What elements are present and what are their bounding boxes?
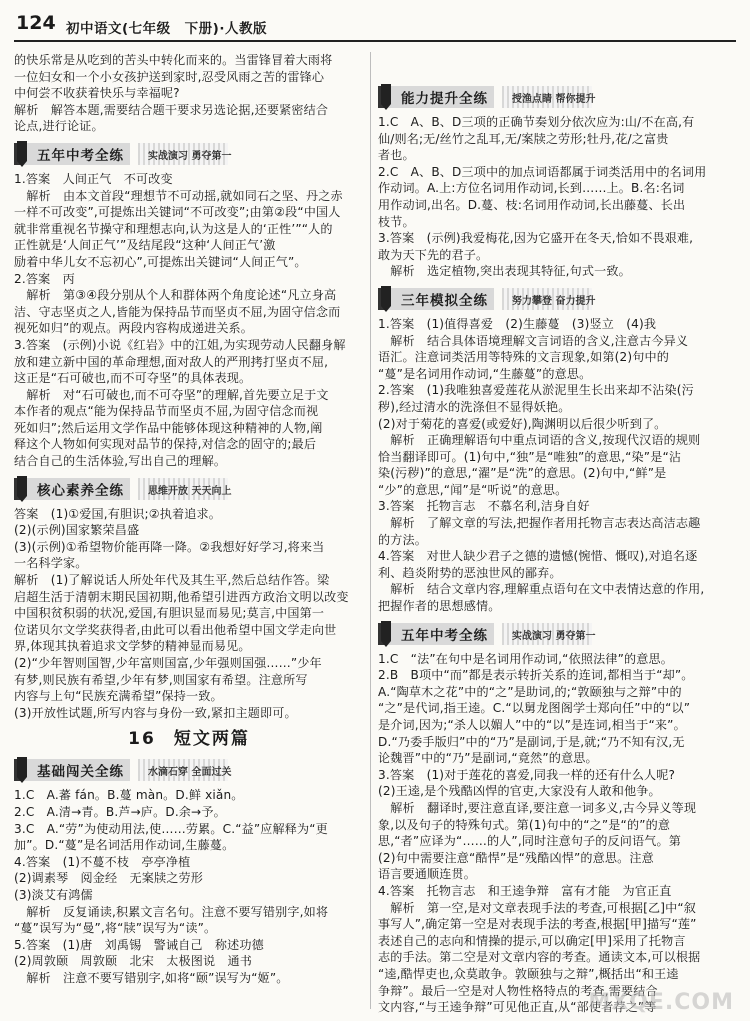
text-line: 1.C A.蕃 fán。B.蔓 màn。D.鲜 xiǎn。: [14, 788, 244, 803]
text-line: (2)句中需要注意“酷悍”是“残酷凶悍”的意思。注意: [378, 850, 654, 865]
text-line: 1.C “法”在句中是名词用作动词,“依照法律”的意思。: [378, 651, 673, 666]
text-line: 励着中华儿女不忘初心”,可提炼出关键词“人间正气”。: [14, 254, 307, 269]
text-line: “蔓”误写为“曼”,将“牍”误写为“读”。: [14, 921, 217, 936]
banner-subtitle: 努力攀登 奋力提升: [512, 295, 596, 307]
text-line: 文内容,“与王逵争辩”可见他正直,从“部使者荐之”等: [378, 1000, 657, 1015]
text-line: “逵,酷悍吏也,众莫敢争。敦颐独与之辩”,概括出“和王逵: [378, 966, 679, 981]
text-line: 1.答案 (1)值得喜爱 (2)生藤蔓 (3)竖立 (4)我: [378, 316, 657, 331]
text-line: 象,以及句子的特殊句式。第(1)句中的“之”是“的”的意: [378, 817, 671, 832]
text-line: 3.答案 托物言志 不慕名利,洁身自好: [378, 499, 590, 514]
lesson-number: 16: [128, 729, 156, 750]
text-line: “之”是代词,指王逵。C.“以舅龙图阁学士郑向任”中的“以”: [378, 701, 691, 716]
book-title: 初中语文(七年级 下册)·人教版: [66, 21, 267, 37]
text-line: 仙/则名;无/丝竹之乱耳,无/案牍之劳形;牡丹,花/之富贵: [378, 131, 669, 146]
banner-title-box: [378, 288, 494, 310]
text-line: 恰当翻译即可。(1)句中,“独”是“唯独”的意思,“染”是“沾: [378, 449, 682, 464]
text-line: 2.C A.清→青。B.芦→庐。D.余→予。: [14, 804, 226, 819]
text-line: D.“乃委手版归”中的“乃”是副词,于是,就;“乃不知有汉,无: [378, 734, 685, 749]
text-line: 就非常重视名节操守和理想志向,认为这是人的‘正性’”“人的: [14, 221, 333, 236]
pencil-icon: [15, 141, 29, 167]
text-line: 1.答案 人间正气 不可改变: [14, 171, 173, 186]
text-line: 枝节。: [378, 214, 415, 229]
text-line: (2)王逵,是个残酷凶悍的官吏,大家没有人敢和他争。: [378, 784, 661, 799]
text-line: 一名科学家。: [14, 556, 88, 571]
text-line: 释这个人物如何实现对品节的保持,对信念的固守的;最后: [14, 437, 317, 452]
lesson-name: 短文两篇: [173, 729, 250, 750]
watermark-logo: MXQE.COM: [588, 990, 734, 1015]
text-line: 事写人”,确定第一空是对表现手法的考查,根据[甲]描写“莲”: [378, 917, 697, 932]
column-divider: [370, 52, 371, 1009]
text-line: 语汇。注意词类活用等特殊的文言现象,如第(2)句中的: [378, 350, 669, 365]
text-line: 表述自己的志向和情操的提示,可以确定[甲]采用了托物言: [378, 933, 686, 948]
text-line: 争辩”。最后一空是对人物性格特点的考查,需要结合: [378, 983, 658, 998]
text-line: 语言要通顺连贯。: [378, 867, 476, 882]
text-line: (3)淡艾有鸿儒: [14, 887, 93, 902]
answers-five-year-exam-2: [378, 651, 736, 1016]
page-header: [14, 8, 736, 42]
text-line: 2.B B项中“而”都是表示转折关系的连词,都相当于“却”。: [378, 668, 694, 683]
text-line: 视死如归”的观点。两段内容构成递进关系。: [14, 321, 254, 336]
section-banner-five-year-exam-2: [378, 623, 736, 645]
pencil-icon: [15, 757, 29, 783]
text-line: 解析 选定植物,突出表现其特征,句式一致。: [378, 264, 631, 279]
text-line: 放和建立新中国的革命理想,面对敌人的严刑拷打坚贞不屈,: [14, 354, 329, 369]
text-line: 论魏晋”中的“乃”是副词,“竟然”的意思。: [378, 751, 598, 766]
text-line: 秽),经过清水的洗涤但不显得妖艳。: [378, 399, 571, 414]
text-line: 这正是“石可破也,而不可夺坚”的具体表现。: [14, 371, 252, 386]
text-line: 解析 (1)了解说话人所处年代及其生平,然后总结作答。梁: [14, 573, 330, 588]
text-line: 的快乐常是从吃到的苦头中转化而来的。当雷锋冒着大雨将: [14, 53, 333, 67]
text-line: 3.答案 (示例)小说《红岩》中的江姐,为实现劳动人民翻身解: [14, 337, 346, 352]
text-line: 界,体现其执着追求文学梦的精神显而易见。: [14, 639, 251, 654]
page-number: 124: [16, 12, 56, 34]
pencil-icon: [15, 476, 29, 502]
text-line: 解析 结合具体语境理解文言词语的含义,注意古今异义: [378, 333, 689, 348]
text-line: 位诺贝尔文学奖获得者,由此可以看出他希望中国文学走向世: [14, 622, 337, 637]
text-line: (2)(示例)国家繁荣昌盛: [14, 523, 140, 538]
text-line: 敢为天下先的君子。: [378, 247, 489, 262]
text-line: 解析 由本文首段“理想节不可动摇,就如同石之坚、丹之赤: [14, 188, 343, 203]
text-line: 论点,进行论证。: [14, 119, 104, 134]
answers-ability: [378, 114, 736, 280]
text-line: 者也。: [378, 148, 415, 163]
banner-title: 五年中考全练: [37, 147, 124, 164]
text-line: 解析 翻译时,要注意直译,要注意一词多义,古今异义等现: [378, 800, 697, 815]
banner-title-box: [14, 478, 130, 500]
section-banner-core-literacy: [14, 478, 364, 500]
answers-basic: [14, 787, 364, 986]
intro-block: [14, 52, 364, 135]
text-line: 用作动词,出名。D.蔓、枝:名词用作动词,长出藤蔓、长出: [378, 197, 686, 212]
section-banner-five-year-exam: [14, 143, 364, 165]
banner-title: 五年中考全练: [401, 627, 488, 644]
banner-subtitle: 思维开放 天天向上: [148, 485, 232, 497]
banner-title-box: [378, 86, 494, 108]
text-line: 加”。D.“蔓”是名词活用作动词,生藤蔓。: [14, 838, 235, 853]
pencil-icon: [379, 286, 393, 312]
text-line: 中何尝不收获着快乐与幸福呢?: [14, 86, 180, 101]
header-rule: [14, 40, 736, 42]
text-line: 解析 了解文章的写法,把握作者用托物言志表达高洁志趣: [378, 516, 701, 531]
text-line: (2)调素琴 阅金经 无案牍之劳形: [14, 871, 203, 886]
text-line: 4.答案 托物言志 和王逵争辩 富有才能 为官正直: [378, 883, 672, 898]
text-line: 答案 (1)①爱国,有胆识;②执着追求。: [14, 506, 221, 521]
lesson-title: [14, 727, 364, 751]
text-line: 解析 解答本题,需要结合题干要求另选论据,还要紧密结合: [14, 102, 329, 117]
text-line: 3.答案 (1)对于莲花的喜爱,同我一样的还有什么人呢?: [378, 767, 676, 782]
text-line: 中国积贫积弱的状况,爱国,有胆识显而易见;莫言,中国第一: [14, 606, 325, 621]
text-line: 启超生活于清朝末期民国初期,他希望引进西方政治文明以改变: [14, 589, 349, 604]
section-banner-basic: [14, 759, 364, 781]
text-line: 把握作者的思想感情。: [378, 599, 501, 614]
text-line: 死如归”;然后运用文学作品中能够体现这种精神的人物,阐: [14, 420, 323, 435]
text-line: 2.C A、B、D三项中的加点词语都属于词类活用中的名词用: [378, 164, 707, 179]
text-line: 5.答案 (1)唐 刘禹锡 警诫自己 称述功德: [14, 937, 264, 952]
text-line: 洁、守志坚贞之人,皆能为保持品节而坚贞不屈,为固守信念而: [14, 304, 341, 319]
right-column: [378, 52, 736, 1013]
text-line: 志的手法。第二空是对文章内容的考查。通读文本,可以根据: [378, 950, 701, 965]
banner-subtitle: 实战演习 勇夺第一: [148, 150, 232, 162]
pencil-icon: [379, 621, 393, 647]
banner-subtitle: 水滴石穿 全面过关: [148, 767, 232, 779]
text-line: 2.答案 丙: [14, 271, 75, 286]
text-line: 4.答案 对世人缺少君子之德的遗憾(惋惜、慨叹),对追名逐: [378, 549, 698, 564]
text-line: 4.答案 (1)不蔓不枝 亭亭净植: [14, 854, 191, 869]
text-line: 染(污秽)”的意思,“濯”是“洗”的意思。(2)句中,“鲜”是: [378, 466, 667, 481]
text-line: (2)“少年智则国智,少年富则国富,少年强则国强……”少年: [14, 656, 322, 670]
answers-five-year-exam: [14, 171, 364, 470]
text-line: 的方法。: [378, 532, 427, 547]
text-line: 解析 注意不要写错别字,如将“颐”误写为“姬”。: [14, 970, 289, 985]
text-line: (2)对于菊花的喜爱(或爱好),陶渊明以后很少听到了。: [378, 416, 667, 431]
text-line: 3.答案 (示例)我爱梅花,因为它盛开在冬天,恰如不畏艰难,: [378, 231, 694, 246]
text-line: 是介词,因为;“杀人以媚人”中的“以”是连词,相当于“来”。: [378, 718, 686, 732]
left-column: [14, 52, 364, 1013]
text-line: 解析 结合文章内容,理解重点语句在文中表情达意的作用,: [378, 582, 705, 597]
text-line: 2.答案 (1)我唯独喜爱莲花从淤泥里生长出来却不沾染(污: [378, 383, 694, 398]
banner-title-box: [14, 143, 130, 165]
text-line: “少”的意思,“闻”是“听说”的意思。: [378, 482, 568, 497]
section-banner-three-year-mock: [378, 288, 736, 310]
banner-title: 基础闯关全练: [37, 764, 124, 781]
text-line: 解析 第一空,是对文章表现手法的考查,可根据[乙]中“叙: [378, 900, 696, 915]
section-banner-ability: [378, 86, 736, 108]
answers-three-year-mock: [378, 316, 736, 615]
text-line: 思,“者”应译为“……的人”,同时注意句子的反问语气。第: [378, 834, 682, 849]
text-line: 解析 第③④段分别从个人和群体两个角度论述“凡立身高: [14, 288, 337, 303]
text-line: 解析 正确理解语句中重点词语的含义,按现代汉语的规则: [378, 433, 701, 448]
text-line: 一样不可改变”,可提炼出关键词“不可改变”;由第②段“中国人: [14, 205, 341, 220]
pencil-icon: [379, 84, 393, 110]
banner-title-box: [14, 759, 130, 781]
text-line: 本作者的观点“能为保持品节而坚贞不屈,为固守信念而视: [14, 404, 319, 419]
text-line: 一位妇女和一个小女孩护送到家时,忍受风雨之苦的雷锋心: [14, 69, 325, 84]
banner-title: 能力提升全练: [401, 91, 488, 107]
text-line: 3.C A.“劳”为使动用法,使……劳累。C.“益”应解释为“更: [14, 821, 328, 836]
text-line: 解析 反复诵读,积累文言名句。注意不要写错别字,如将: [14, 904, 329, 919]
text-line: 解析 对“石可破也,而不可夺坚”的理解,首先要立足于文: [14, 387, 329, 402]
text-line: 有梦,则民族有希望,少年有梦,则国家有希望。注意所写: [14, 672, 308, 687]
text-line: (2)周敦颐 周敦颐 北宋 太极图说 通书: [14, 954, 252, 969]
banner-subtitle: 授渔点睛 帮你提升: [512, 94, 596, 105]
text-line: 作动词。A.上:方位名词用作动词,长到……上。B.名:名词: [378, 181, 685, 196]
text-line: 结合自己的生活体验,写出自己的理解。: [14, 454, 227, 469]
text-line: (3)开放性试题,所写内容与身份一致,紧扣主题即可。: [14, 705, 297, 720]
text-line: 1.C A、B、D三项的正确节奏划分依次应为:山/不在高,有: [378, 115, 695, 129]
text-line: “蔓”是名词用作动词,“生藤蔓”的意思。: [378, 366, 592, 381]
banner-title: 核心素养全练: [37, 482, 124, 499]
text-line: 正性就是‘人间正气’”及结尾段“这种‘人间正气’激: [14, 238, 276, 253]
banner-title-box: [378, 623, 494, 645]
text-line: (3)(示例)①希望物价能再降一降。②我想好好学习,将来当: [14, 539, 325, 554]
text-line: 内容与上句“民族充满希望”保持一致。: [14, 689, 223, 704]
banner-subtitle: 实战演习 勇夺第一: [512, 630, 596, 642]
text-line: A.“陶草木之花”中的“之”是助词,的;“敦颐独与之辩”中的: [378, 684, 682, 699]
answers-core-literacy: [14, 506, 364, 722]
banner-title: 三年模拟全练: [401, 292, 488, 309]
text-line: 利、趋炎附势的恶浊世风的鄙弃。: [378, 565, 562, 580]
